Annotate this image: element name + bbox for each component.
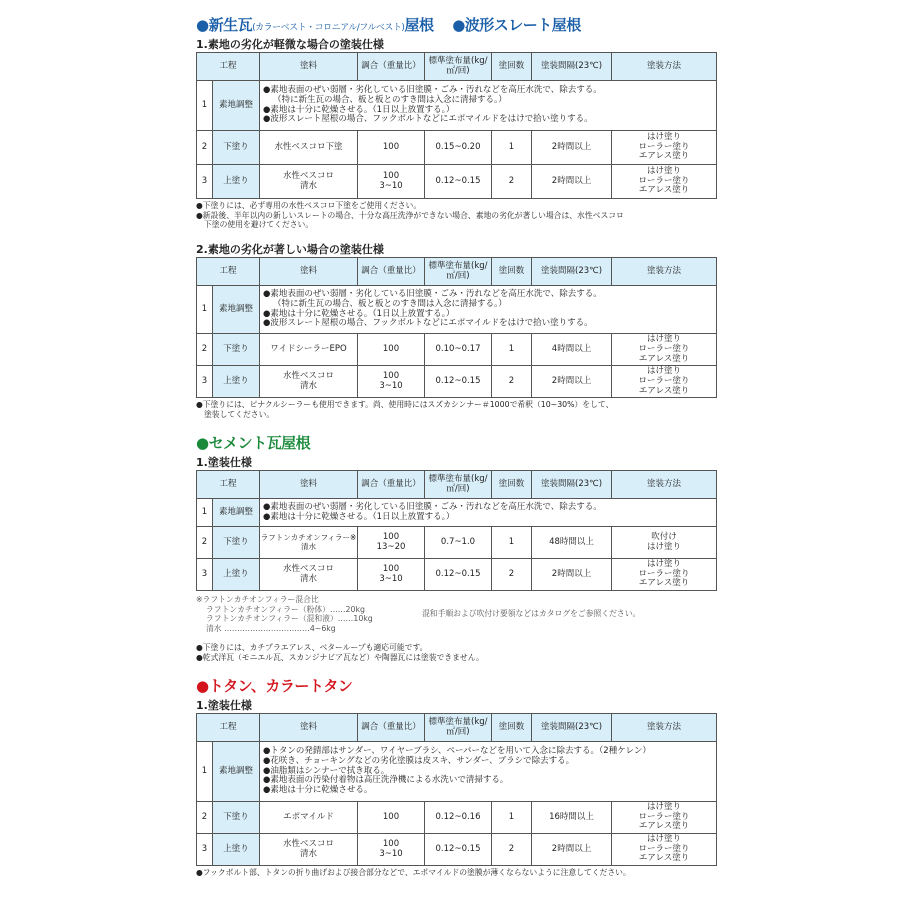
cell-amount: 0.12~0.15 bbox=[425, 834, 492, 866]
th-paint: 塗料 bbox=[260, 53, 358, 81]
mix-side-note: 混和手順および吹付け要領などはカタログをご参照ください。 bbox=[422, 609, 641, 618]
desc-line: ●波形スレート屋根の場合、フックボルトなどにエポマイルドをはけで拾い塗りする。 bbox=[263, 114, 593, 125]
th-process: 工程 bbox=[197, 714, 260, 742]
table-row bbox=[197, 742, 717, 802]
cell-interval: 2時間以上 bbox=[532, 366, 612, 398]
mix-note-line: ラフトンカチオンフィラー（粉体）……20kg bbox=[206, 604, 365, 614]
th-method: 塗装方法 bbox=[612, 471, 717, 499]
cell-mix: 100 bbox=[358, 802, 425, 834]
cell-method: はけ塗り ローラー塗り エアレス塗り bbox=[612, 802, 717, 834]
row-description bbox=[260, 742, 717, 802]
desc-line: ●素地表面の汚染付着物は高圧洗浄機による水洗いで清掃する。 bbox=[263, 775, 509, 786]
notes bbox=[196, 643, 716, 662]
th-paint: 塗料 bbox=[260, 714, 358, 742]
cell-amount: 0.7~1.0 bbox=[425, 527, 492, 559]
table-row bbox=[197, 834, 717, 866]
th-paint: 塗料 bbox=[260, 258, 358, 286]
cell-method: はけ塗り ローラー塗り エアレス塗り bbox=[612, 366, 717, 398]
desc-line: ●素地表面のぜい弱層・劣化している旧塗膜・ごみ・汚れなどを高圧水洗で、除去する。 bbox=[263, 84, 602, 95]
row-description bbox=[260, 499, 717, 527]
th-interval: 塗装間隔(23℃) bbox=[532, 471, 612, 499]
row-number: 1 bbox=[197, 499, 213, 527]
row-number: 2 bbox=[197, 131, 213, 165]
cell-mix: 100 bbox=[358, 131, 425, 165]
subsection-heading: 1.素地の劣化が軽微な場合の塗装仕様 bbox=[196, 38, 384, 51]
table-row bbox=[197, 165, 717, 199]
table-row bbox=[197, 334, 717, 366]
row-number: 3 bbox=[197, 165, 213, 199]
th-paint: 塗料 bbox=[260, 471, 358, 499]
note-line: ●下塗りには、ピナクルシーラーも使用できます。尚、使用時にはスズカシンナー＃1000で希釈（10~30%）をして、 bbox=[196, 400, 614, 410]
note-line: 下塗の使用を避けてください。 bbox=[204, 220, 314, 230]
row-process: 素地調整 bbox=[213, 742, 260, 802]
cell-interval: 16時間以上 bbox=[532, 802, 612, 834]
cell-interval: 2時間以上 bbox=[532, 559, 612, 591]
th-interval: 塗装間隔(23℃) bbox=[532, 53, 612, 81]
th-mix: 調合（重量比） bbox=[358, 471, 425, 499]
desc-line: ●素地表面のぜい弱層・劣化している旧塗膜・ごみ・汚れなどを高圧水洗で、除去する。 bbox=[263, 501, 602, 512]
table-row bbox=[197, 81, 717, 131]
cell-method: はけ塗り ローラー塗り エアレス塗り bbox=[612, 165, 717, 199]
cell-interval: 2時間以上 bbox=[532, 165, 612, 199]
cell-paint: 水性ベスコロ 清水 bbox=[260, 559, 358, 591]
note-line: 塗装してください。 bbox=[204, 409, 275, 419]
cell-method: はけ塗り ローラー塗り エアレス塗り bbox=[612, 559, 717, 591]
row-process: 上塗り bbox=[213, 165, 260, 199]
notes bbox=[196, 201, 716, 230]
table-row bbox=[197, 527, 717, 559]
th-times: 塗回数 bbox=[492, 471, 532, 499]
section-tin-roof bbox=[196, 675, 716, 878]
cell-amount: 0.12~0.16 bbox=[425, 802, 492, 834]
subsection-heading: 2.素地の劣化が著しい場合の塗装仕様 bbox=[196, 243, 384, 257]
cell-method: 吹付け はけ塗り bbox=[612, 527, 717, 559]
table-row bbox=[197, 286, 717, 334]
mix-notes bbox=[196, 595, 716, 639]
cell-times: 1 bbox=[492, 131, 532, 165]
cell-paint: 水性ベスコロ 清水 bbox=[260, 165, 358, 199]
th-times: 塗回数 bbox=[492, 258, 532, 286]
cell-times: 1 bbox=[492, 334, 532, 366]
cell-times: 2 bbox=[492, 559, 532, 591]
section-title bbox=[196, 14, 716, 35]
th-amount: 標準塗布量(kg/㎡/回) bbox=[425, 471, 492, 499]
mix-note-line: ラフトンカチオンフィラー（混和液）……10kg bbox=[206, 614, 373, 624]
mix-note-line: ※ラフトンカチオンフィラー混合比 bbox=[196, 595, 319, 604]
cell-method: はけ塗り ローラー塗り エアレス塗り bbox=[612, 131, 717, 165]
spec-table bbox=[196, 52, 717, 199]
desc-line: ●波形スレート屋根の場合、フックボルトなどにエポマイルドをはけで拾い塗りする。 bbox=[263, 318, 593, 329]
desc-line: ●油脂類はシンナーで拭き取る。 bbox=[263, 765, 390, 776]
spec-table bbox=[196, 713, 717, 866]
mix-note-line: 清水 ……………………………4~6kg bbox=[206, 624, 336, 634]
table-header-row bbox=[197, 53, 717, 81]
th-mix: 調合（重量比） bbox=[358, 53, 425, 81]
table-row bbox=[197, 131, 717, 165]
desc-line: ●素地は十分に乾燥させる。（1日以上放置する。） bbox=[263, 104, 455, 115]
spec-table bbox=[196, 470, 717, 591]
desc-line: （特に新生瓦の場合、板と板とのすき間は入念に清掃する。） bbox=[273, 298, 507, 309]
cell-paint: ラフトンカチオンフィラー※ 清水 bbox=[260, 527, 358, 559]
note-line: ●新設後、半年以内の新しいスレートの場合、十分な高圧洗浄ができない場合、素地の劣化が著しい場合は、水性ベスコロ bbox=[196, 210, 624, 220]
note-line: ●下塗りには、カチプラエアレス、ベターループも適応可能です。 bbox=[196, 643, 428, 652]
cell-interval: 2時間以上 bbox=[532, 131, 612, 165]
th-method: 塗装方法 bbox=[612, 258, 717, 286]
row-number: 1 bbox=[197, 742, 213, 802]
cell-paint: 水性ベスコロ下塗 bbox=[260, 131, 358, 165]
th-method: 塗装方法 bbox=[612, 53, 717, 81]
cell-mix: 100 3~10 bbox=[358, 559, 425, 591]
section-title: ●トタン、カラートタン bbox=[196, 677, 353, 695]
title-tail: 屋根 bbox=[404, 16, 434, 34]
row-number: 1 bbox=[197, 81, 213, 131]
row-process: 上塗り bbox=[213, 834, 260, 866]
desc-line: ●素地表面のぜい弱層・劣化している旧塗膜・ごみ・汚れなどを高圧水洗で、除去する。 bbox=[263, 289, 602, 300]
note-line: ●乾式洋瓦（モニエル瓦、スカンジナビア瓦など）や陶器瓦には塗装できません。 bbox=[196, 652, 484, 662]
title-sub: (カラーベスト・コロニアル/フルベスト) bbox=[252, 23, 405, 33]
th-times: 塗回数 bbox=[492, 53, 532, 81]
cell-paint: 水性ベスコロ 清水 bbox=[260, 834, 358, 866]
row-number: 2 bbox=[197, 334, 213, 366]
th-amount: 標準塗布量(kg/㎡/回) bbox=[425, 714, 492, 742]
cell-amount: 0.12~0.15 bbox=[425, 366, 492, 398]
note-line: ●下塗りには、必ず専用の水性ベスコロ下塗をご使用ください。 bbox=[196, 201, 422, 210]
table-row bbox=[197, 559, 717, 591]
th-mix: 調合（重量比） bbox=[358, 714, 425, 742]
cell-paint: エポマイルド bbox=[260, 802, 358, 834]
cell-method: はけ塗り ローラー塗り エアレス塗り bbox=[612, 834, 717, 866]
cell-amount: 0.12~0.15 bbox=[425, 165, 492, 199]
notes bbox=[196, 400, 716, 419]
row-process: 下塗り bbox=[213, 131, 260, 165]
subsection-heading: 1.塗装仕様 bbox=[196, 699, 252, 712]
table-header-row bbox=[197, 471, 717, 499]
row-process: 素地調整 bbox=[213, 499, 260, 527]
cell-mix: 100 3~10 bbox=[358, 165, 425, 199]
cell-interval: 2時間以上 bbox=[532, 834, 612, 866]
row-process: 下塗り bbox=[213, 527, 260, 559]
row-number: 3 bbox=[197, 834, 213, 866]
row-description bbox=[260, 81, 717, 131]
table-header-row bbox=[197, 258, 717, 286]
row-number: 2 bbox=[197, 527, 213, 559]
cell-times: 1 bbox=[492, 527, 532, 559]
th-interval: 塗装間隔(23℃) bbox=[532, 258, 612, 286]
cell-times: 2 bbox=[492, 366, 532, 398]
row-number: 3 bbox=[197, 366, 213, 398]
th-process: 工程 bbox=[197, 258, 260, 286]
cell-times: 2 bbox=[492, 834, 532, 866]
row-process: 下塗り bbox=[213, 802, 260, 834]
th-process: 工程 bbox=[197, 471, 260, 499]
notes bbox=[196, 868, 716, 878]
subsection-heading: 1.塗装仕様 bbox=[196, 456, 252, 469]
cell-amount: 0.10~0.17 bbox=[425, 334, 492, 366]
th-mix: 調合（重量比） bbox=[358, 258, 425, 286]
desc-line: ●素地は十分に乾燥させる。（1日以上放置する。） bbox=[263, 511, 455, 522]
th-amount: 標準塗布量(kg/㎡/回) bbox=[425, 258, 492, 286]
row-process: 素地調整 bbox=[213, 81, 260, 131]
cell-mix: 100 13~20 bbox=[358, 527, 425, 559]
table-row bbox=[197, 802, 717, 834]
table-header-row bbox=[197, 714, 717, 742]
th-process: 工程 bbox=[197, 53, 260, 81]
cell-times: 1 bbox=[492, 802, 532, 834]
row-number: 2 bbox=[197, 802, 213, 834]
row-process: 下塗り bbox=[213, 334, 260, 366]
table-row bbox=[197, 499, 717, 527]
row-number: 3 bbox=[197, 559, 213, 591]
table-row bbox=[197, 366, 717, 398]
desc-line: ●素地は十分に乾燥させる。（1日以上放置する。） bbox=[263, 308, 455, 319]
row-process: 上塗り bbox=[213, 559, 260, 591]
th-interval: 塗装間隔(23℃) bbox=[532, 714, 612, 742]
section-slate-roof bbox=[196, 14, 716, 420]
cell-method: はけ塗り ローラー塗り エアレス塗り bbox=[612, 334, 717, 366]
title-main: ●新生瓦 bbox=[196, 16, 253, 34]
note-line: ●フックボルト部、トタンの折り曲げおよび接合部分などで、エポマイルドの塗膜が薄くならないように注意してください。 bbox=[196, 868, 631, 877]
th-method: 塗装方法 bbox=[612, 714, 717, 742]
desc-line: （特に新生瓦の場合、板と板とのすき間は入念に清掃する。） bbox=[273, 94, 507, 105]
cell-interval: 48時間以上 bbox=[532, 527, 612, 559]
cell-mix: 100 3~10 bbox=[358, 366, 425, 398]
desc-line: ●素地は十分に乾燥させる。 bbox=[263, 785, 373, 796]
cell-mix: 100 3~10 bbox=[358, 834, 425, 866]
row-number: 1 bbox=[197, 286, 213, 334]
cell-amount: 0.15~0.20 bbox=[425, 131, 492, 165]
cell-mix: 100 bbox=[358, 334, 425, 366]
section-title: ●セメント瓦屋根 bbox=[196, 434, 311, 452]
th-times: 塗回数 bbox=[492, 714, 532, 742]
cell-interval: 4時間以上 bbox=[532, 334, 612, 366]
row-description bbox=[260, 286, 717, 334]
title-extra: ●波形スレート屋根 bbox=[452, 16, 581, 34]
row-process: 素地調整 bbox=[213, 286, 260, 334]
cell-times: 2 bbox=[492, 165, 532, 199]
desc-line: ●トタンの発錆部はサンダー、ワイヤーブラシ、ペーパーなどを用いて入念に除去する。（2種ケレン） bbox=[263, 746, 651, 757]
desc-line: ●花咲き、チョーキングなどの劣化塗膜は皮スキ、サンダー、ブラシで除去する。 bbox=[263, 755, 575, 766]
row-process: 上塗り bbox=[213, 366, 260, 398]
spec-table bbox=[196, 257, 717, 398]
cell-paint: ワイドシーラーEPO bbox=[260, 334, 358, 366]
cell-amount: 0.12~0.15 bbox=[425, 559, 492, 591]
th-amount: 標準塗布量(kg/㎡/回) bbox=[425, 53, 492, 81]
cell-paint: 水性ベスコロ 清水 bbox=[260, 366, 358, 398]
section-cement-roof bbox=[196, 432, 716, 662]
